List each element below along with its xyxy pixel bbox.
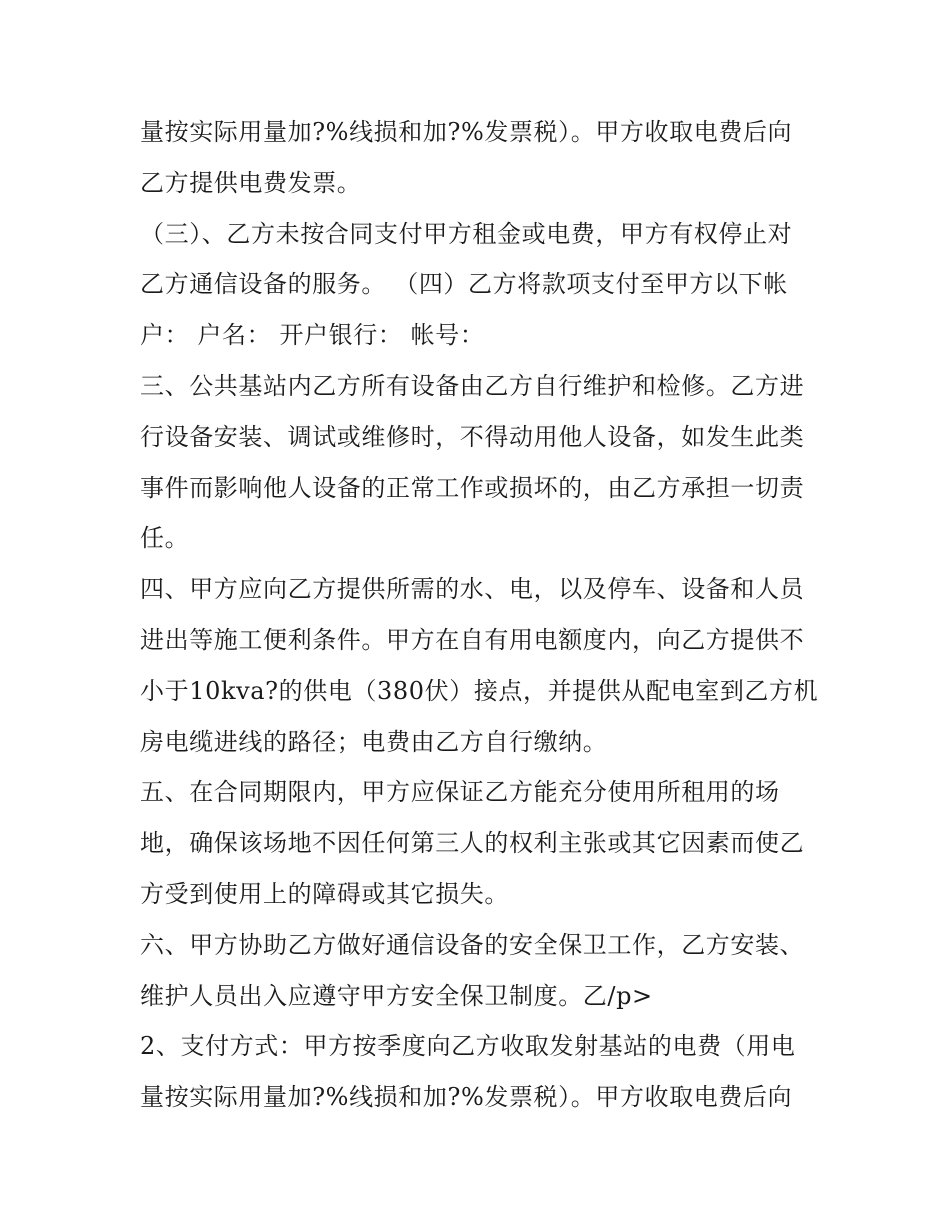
text-line: 三、公共基站内乙方所有设备由乙方自行维护和检修。乙方进	[140, 371, 805, 400]
text-line: （三）、乙方未按合同支付甲方租金或电费，甲方有权停止对	[140, 219, 793, 248]
text-line: 量按实际用量加?%线损和加?%发票税）。甲方收取电费后向	[140, 1083, 793, 1112]
text-line: 六、甲方协助乙方做好通信设备的安全保卫工作，乙方安装、	[140, 930, 805, 959]
text-line: 乙方通信设备的服务。 （四）乙方将款项支付至甲方以下帐	[140, 270, 788, 299]
text-line: 四、甲方应向乙方提供所需的水、电，以及停车、设备和人员	[140, 575, 805, 604]
text-line: 维护人员出入应遵守甲方安全保卫制度。乙/p>	[140, 981, 653, 1010]
text-line: 户： 户名： 开户银行： 帐号：	[140, 321, 485, 350]
text-line: 事件而影响他人设备的正常工作或损坏的，由乙方承担一切责	[140, 473, 805, 502]
text-line: 行设备安装、调试或维修时，不得动用他人设备，如发生此类	[140, 422, 805, 451]
document-body	[140, 107, 820, 1123]
text-line: 进出等施工便利条件。甲方在自有用电额度内，向乙方提供不	[140, 625, 805, 654]
text-line: 房电缆进线的路径；电费由乙方自行缴纳。	[140, 727, 608, 756]
text-line: 小于10kva?的供电（380伏）接点，并提供从配电室到乙方机	[140, 676, 819, 705]
text-line: 乙方提供电费发票。	[140, 168, 362, 197]
text-line: 2、支付方式：甲方按季度向乙方收取发射基站的电费（用电	[140, 1032, 796, 1061]
text-line: 方受到使用上的障碍或其它损失。	[140, 879, 509, 908]
text-line: 地，确保该场地不因任何第三人的权利主张或其它因素而使乙	[140, 829, 805, 858]
text-line: 量按实际用量加?%线损和加?%发票税）。甲方收取电费后向	[140, 118, 793, 146]
text-line: 五、在合同期限内，甲方应保证乙方能充分使用所租用的场	[140, 778, 780, 807]
text-line: 任。	[140, 524, 190, 553]
